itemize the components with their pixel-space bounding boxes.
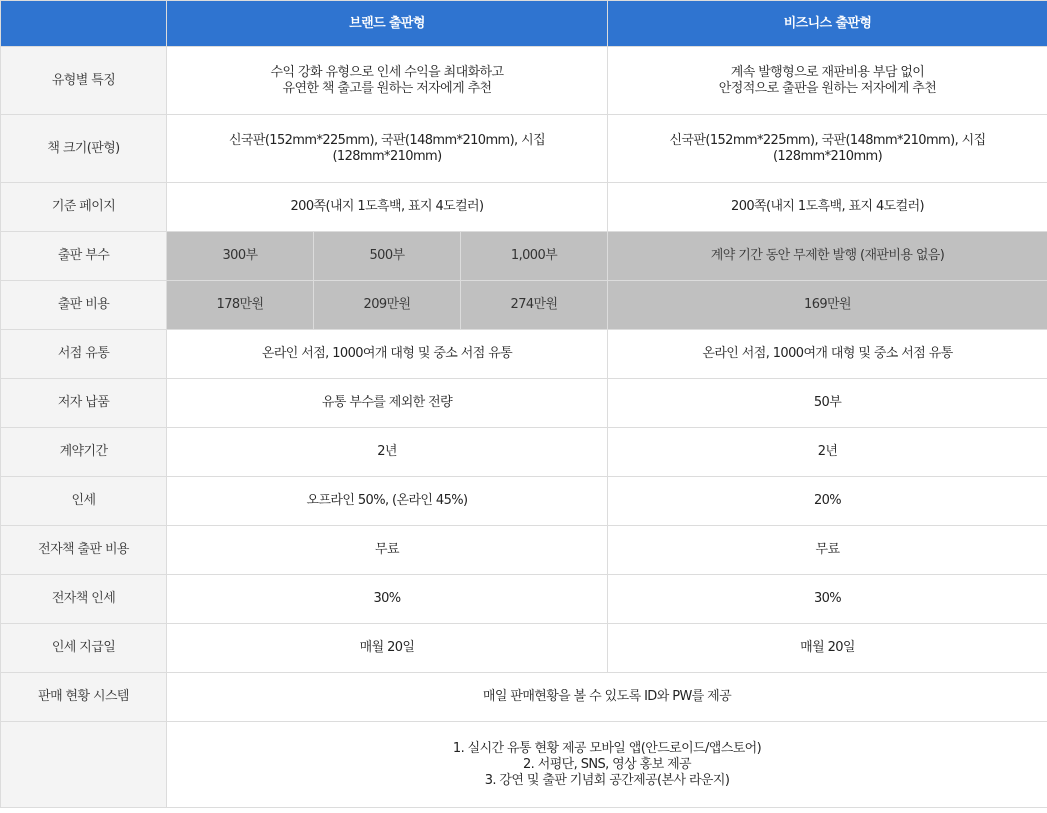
business-cell: 온라인 서점, 1000여개 대형 및 중소 서점 유통 [608,330,1047,379]
cell-line: (128mm*210mm) [772,148,883,164]
row-copies [1,232,1047,281]
row-royalty [1,477,1047,526]
business-cell: 20% [608,477,1047,526]
business-cell: 200쪽(내지 1도흑백, 표지 4도컬러) [608,183,1047,232]
business-cell: 계약 기간 동안 무제한 발행 (재판비용 없음) [608,232,1047,281]
brand-option-1: 300부 [167,232,314,281]
business-cell: 매월 20일 [608,624,1047,673]
brand-cell [167,47,608,115]
brand-cell: 오프라인 50%, (온라인 45%) [167,477,608,526]
business-cell: 169만원 [608,281,1047,330]
shared-cell [167,722,1047,808]
extras-line: 3. 강연 및 출판 기념회 공간제공(본사 라운지) [484,772,730,788]
row-ebook-royalty [1,575,1047,624]
row-size [1,115,1047,183]
cell-line: (128mm*210mm) [332,148,442,164]
brand-cell [167,115,608,183]
brand-cell: 200쪽(내지 1도흑백, 표지 4도컬러) [167,183,608,232]
row-pages [1,183,1047,232]
row-feature [1,47,1047,115]
row-distribution [1,330,1047,379]
brand-cell: 무료 [167,526,608,575]
row-label: 책 크기(판형) [1,115,167,183]
row-label: 인세 지급일 [1,624,167,673]
header-row [1,1,1047,47]
row-author-delivery [1,379,1047,428]
cell-line: 계속 발행형으로 재판비용 부담 없이 [730,64,925,80]
brand-option-3: 274만원 [461,281,608,330]
cell-line: 유연한 책 출고를 원하는 저자에게 추천 [282,80,492,96]
business-cell: 30% [608,575,1047,624]
header-business: 비즈니스 출판형 [608,1,1047,47]
brand-cell: 2년 [167,428,608,477]
cell-line: 신국판(152mm*225mm), 국판(148mm*210mm), 시집 [228,132,546,148]
header-brand: 브랜드 출판형 [167,1,608,47]
row-ebook-cost [1,526,1047,575]
row-label: 판매 현황 시스템 [1,673,167,722]
cell-line: 안정적으로 출판을 원하는 저자에게 추천 [718,80,937,96]
extras-line: 1. 실시간 유통 현황 제공 모바일 앱(안드로이드/앱스토어) [452,740,762,756]
brand-option-2: 500부 [314,232,461,281]
row-sales-system [1,673,1047,722]
brand-option-1: 178만원 [167,281,314,330]
row-label: 출판 부수 [1,232,167,281]
brand-option-3: 1,000부 [461,232,608,281]
business-cell: 무료 [608,526,1047,575]
brand-option-2: 209만원 [314,281,461,330]
row-label: 전자책 인세 [1,575,167,624]
business-cell: 50부 [608,379,1047,428]
row-label: 기준 페이지 [1,183,167,232]
row-payday [1,624,1047,673]
row-label: 출판 비용 [1,281,167,330]
row-contract [1,428,1047,477]
row-label: 저자 납품 [1,379,167,428]
business-cell [608,47,1047,115]
business-cell [608,115,1047,183]
business-cell: 2년 [608,428,1047,477]
brand-cell: 유통 부수를 제외한 전량 [167,379,608,428]
row-extras [1,722,1047,808]
row-label [1,722,167,808]
row-label: 유형별 특징 [1,47,167,115]
row-label: 계약기간 [1,428,167,477]
cell-line: 신국판(152mm*225mm), 국판(148mm*210mm), 시집 [669,132,986,148]
shared-cell: 매일 판매현황을 볼 수 있도록 ID와 PW를 제공 [167,673,1047,722]
brand-cell: 매월 20일 [167,624,608,673]
row-label: 전자책 출판 비용 [1,526,167,575]
row-label: 인세 [1,477,167,526]
brand-cell: 30% [167,575,608,624]
row-cost [1,281,1047,330]
brand-cell: 온라인 서점, 1000여개 대형 및 중소 서점 유통 [167,330,608,379]
cell-line: 수익 강화 유형으로 인세 수익을 최대화하고 [270,64,504,80]
extras-line: 2. 서평단, SNS, 영상 홍보 제공 [523,756,691,772]
row-label: 서점 유통 [1,330,167,379]
header-corner [1,1,167,47]
